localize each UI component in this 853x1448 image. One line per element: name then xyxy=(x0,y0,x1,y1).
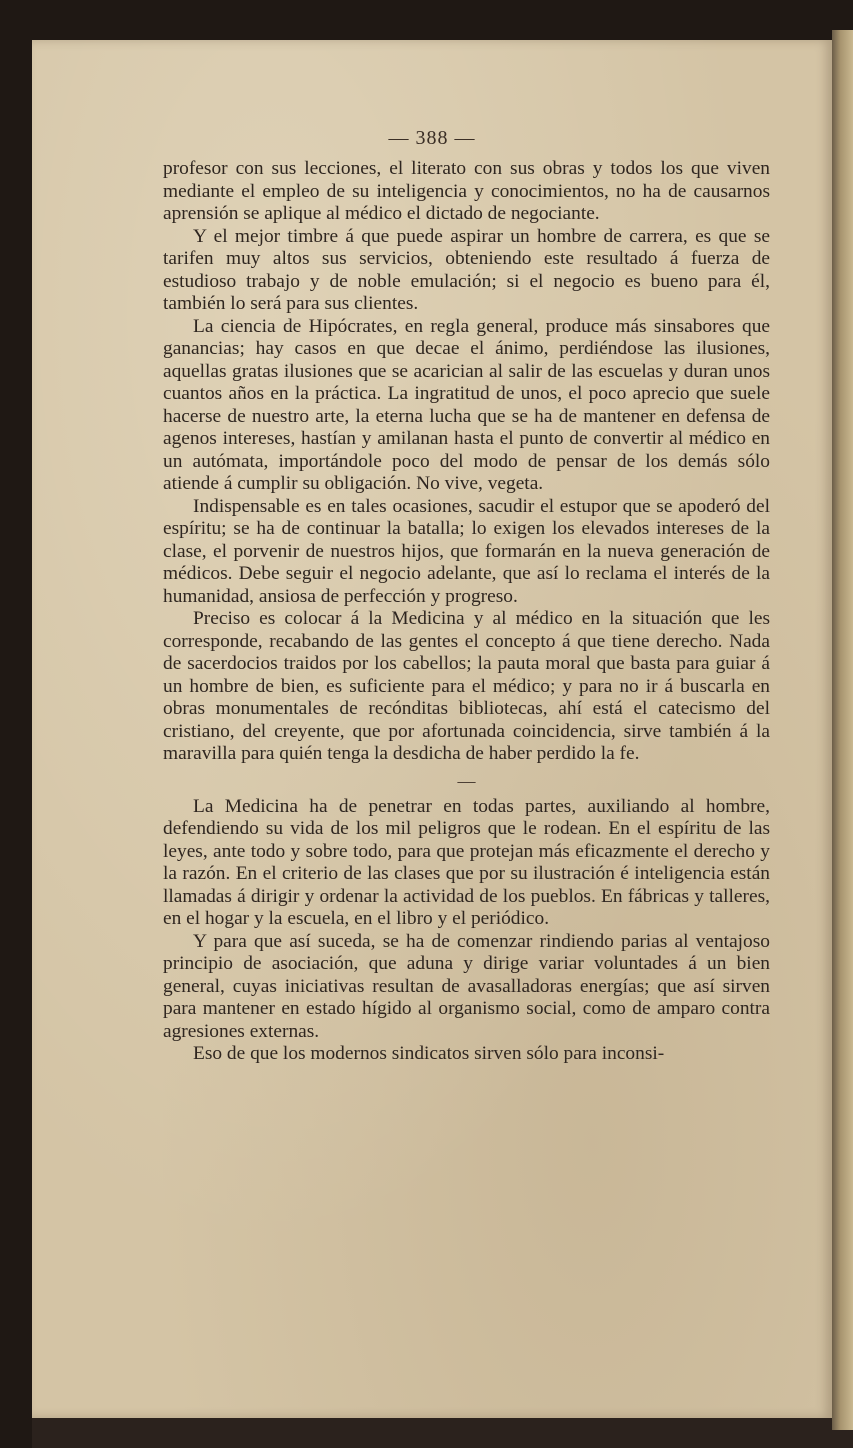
page-text xyxy=(163,158,770,1066)
book-spine-edge xyxy=(832,30,853,1430)
paragraph: La Medicina ha de penetrar en todas partes, auxiliando al hombre, defendiendo su vida de los mil peligros que le rodean. En el espíritu de las leyes, ante todo y sobre todo, para que protejan más eficazmente el derecho y la razón. En el criterio de las clases que por su ilustración é inteligencia están llamadas á dirigir y ordenar la actividad de los pueblos. En fábricas y talleres, en el hogar y la escuela, en el libro y el periódico. xyxy=(163,795,770,929)
paragraph: Preciso es colocar á la Medicina y al médico en la situación que les corresponde, recabando de las gentes el concepto á que tiene derecho. Nada de sacerdocios traidos por los cabellos; la pauta moral que basta para guiar á un hombre de bien, es suficiente para el médico; y para no ir á buscarla en obras monumentales de recónditas bibliotecas, ahí está el catecismo del cristiano, del creyente, que por afortunada coincidencia, sirve también á la maravilla para quién tenga la desdicha de haber perdido la fe. xyxy=(163,608,770,764)
paragraph: Y el mejor timbre á que puede aspirar un hombre de carrera, es que se tarifen muy altos sus servicios, obteniendo este resultado á fuerza de estudioso trabajo y de noble emulación; si el negocio es bueno para él, también lo será para sus clientes. xyxy=(163,225,770,314)
paragraph: profesor con sus lecciones, el literato con sus obras y todos los que viven mediante el empleo de su inteligencia y conocimientos, no ha de causarnos aprensión se aplique al médico el dictado de negociante. xyxy=(163,158,770,224)
paragraph: Y para que así suceda, se ha de comenzar rindiendo parias al ventajoso principio de asociación, que aduna y dirige variar voluntades á un bien general, cuyas iniciativas resultan de avasalladoras energías; que así sirven para mantener en estado hígido al organismo social, como de amparo contra agresiones externas. xyxy=(163,930,770,1042)
scan-background-left xyxy=(0,0,32,1448)
paragraph: Eso de que los modernos sindicatos sirven sólo para inconsi- xyxy=(193,1043,665,1064)
paragraph: Indispensable es en tales ocasiones, sacudir el estupor que se apoderó del espíritu; se ha de continuar la batalla; lo exigen los elevados intereses de la clase, el porvenir de nuestros hijos, que formarán en la nueva generación de médicos. Debe seguir el negocio adelante, que así lo reclama el interés de la humanidad, ansiosa de perfección y progreso. xyxy=(163,495,770,607)
scan-background-top xyxy=(0,0,853,40)
section-separator: — xyxy=(457,770,476,791)
paragraph: La ciencia de Hipócrates, en regla general, produce más sinsabores que ganancias; hay casos en que decae el ánimo, perdiéndose las ilusiones, aquellas gratas ilusiones que se acarician al salir de las escuelas y duran unos cuantos años en la práctica. La ingratitud de unos, el poco aprecio que suele hacerse de nuestro arte, la eterna lucha que se ha de mantener en defensa de agenos intereses, hastían y amilanan hasta el punto de convertir al médico en un autómata, importándole poco del modo de pensar de los demás sólo atiende á cumplir su obligación. No vive, vegeta. xyxy=(163,315,770,494)
book-page xyxy=(32,40,832,1418)
page-number: — 388 — xyxy=(388,127,476,149)
